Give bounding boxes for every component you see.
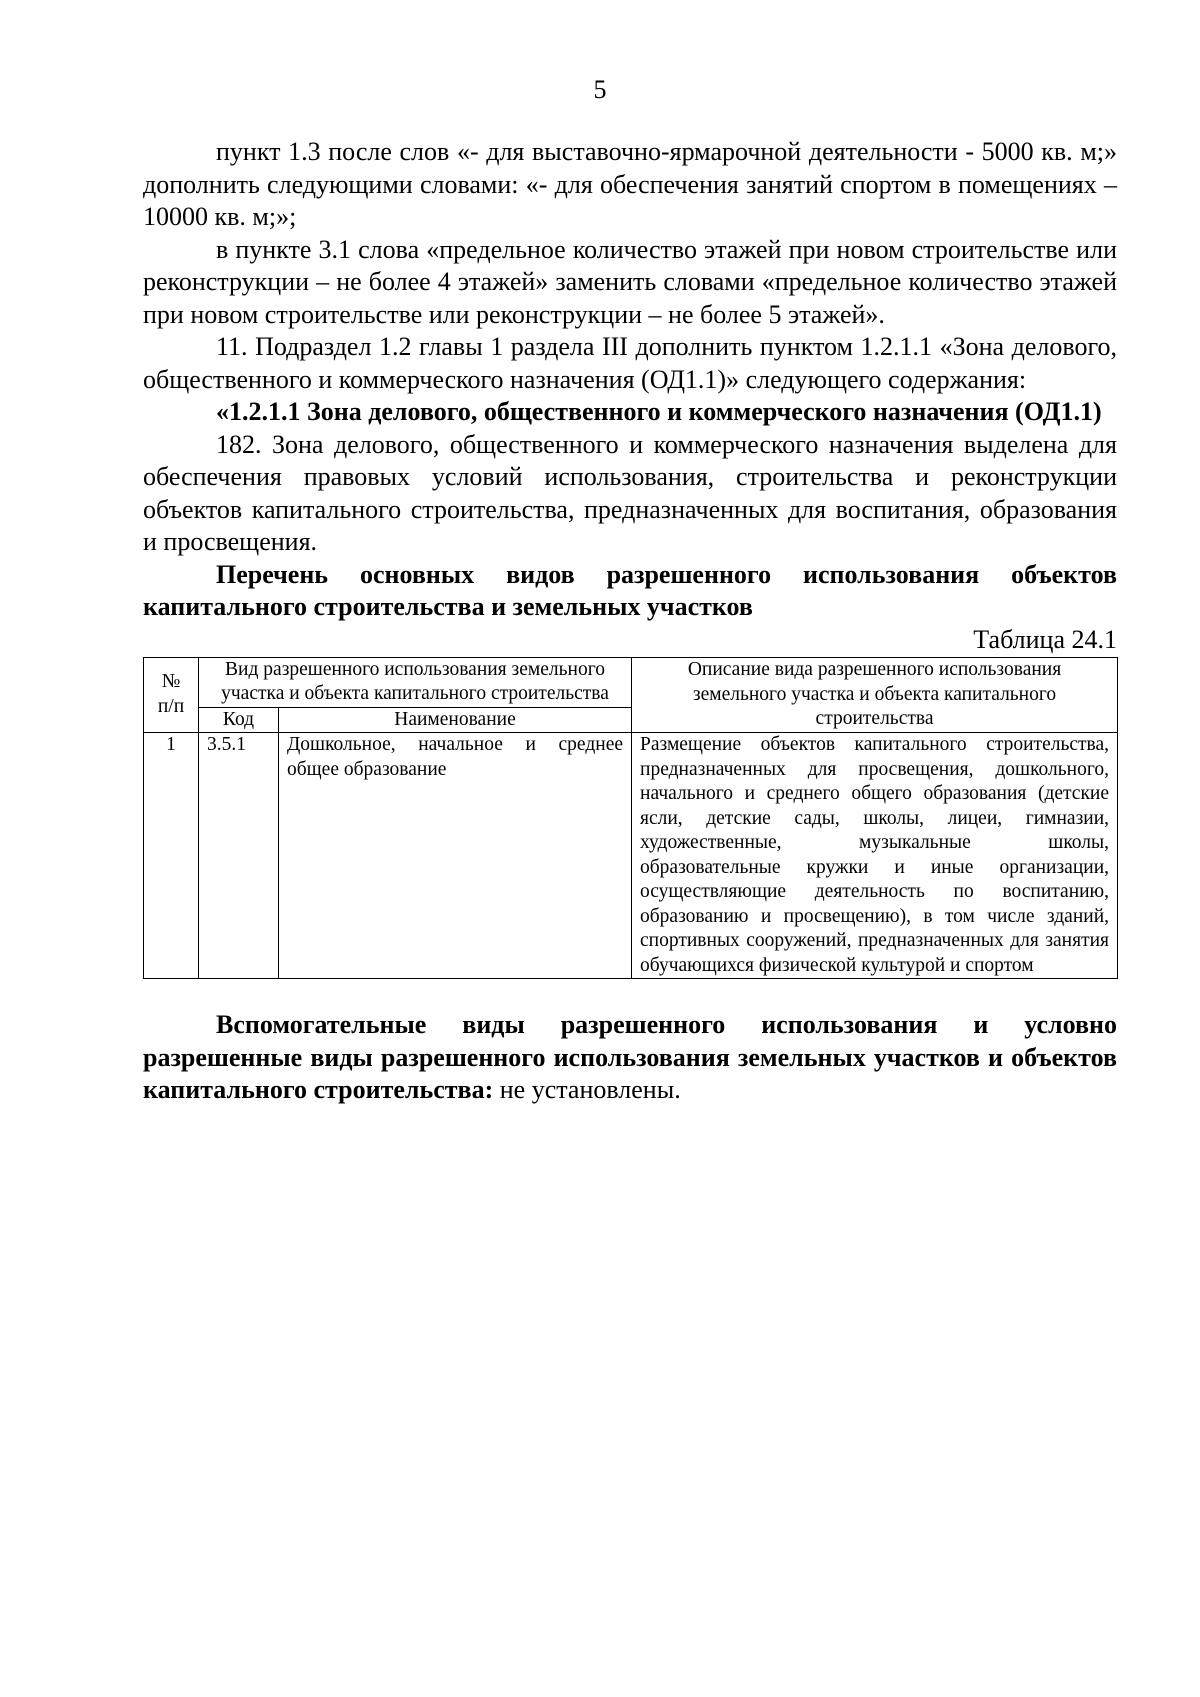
final-bold-text: Вспомогательные виды разрешенного использования и условно разрешенные виды разрешенного использования земельных участков и объектов капитального строительства: xyxy=(143,1010,1117,1104)
paragraph-182: 182. Зона делового, общественного и коммерческого назначения выделена для обеспечения правовых условий использования, строительства и реконструкции объектов капитального строительства, предназначенных для воспитания, образования и просвещения. xyxy=(143,429,1117,556)
list-heading: Перечень основных видов разрешенного использования объектов капитального строительства и земельных участков xyxy=(143,559,1117,621)
page-number: 5 xyxy=(593,75,607,104)
header-name: Наименование xyxy=(279,707,632,733)
header-code: Код xyxy=(199,707,279,733)
header-num: № п/п xyxy=(144,657,199,733)
paragraph-item-1-3: пункт 1.3 после слов «- для выставочно-ярмарочной деятельности - 5000 кв. м;» дополнить следующими словами: «- для обеспечения занятий спортом в помещениях – 10000 кв. м;»; xyxy=(143,137,1117,231)
header-kind: Вид разрешенного использования земельного участка и объекта капитального строительства xyxy=(199,657,632,707)
zone-heading: «1.2.1.1 Зона делового, общественного и коммерческого назначения (ОД1.1) xyxy=(216,397,1102,426)
document-body xyxy=(143,136,1117,1107)
header-description: Описание вида разрешенного использования земельного участка и объекта капитального строительства xyxy=(632,657,1118,733)
cell-description: Размещение объектов капитального строительства, предназначенных для просвещения, дошкольного, начального и среднего общего образования (детские ясли, детские сады, школы, лицеи, гимназии, художественные, музыкальные школы, образовательные кружки и иные организации, осуществляющие деятельность по воспитанию, образованию и просвещению), в том числе зданий, спортивных сооружений, предназначенных для занятия обучающихся физической культурой и спортом xyxy=(632,733,1118,979)
final-normal-text: не установлены. xyxy=(493,1075,681,1104)
table-caption: Таблица 24.1 xyxy=(973,624,1117,654)
table-row xyxy=(144,733,1118,979)
paragraph-section-11: 11. Подраздел 1.2 главы 1 раздела III дополнить пунктом 1.2.1.1 «Зона делового, общественного и коммерческого назначения (ОД1.1)» следующего содержания: xyxy=(143,332,1117,394)
cell-code: 3.5.1 xyxy=(199,733,279,979)
cell-name: Дошкольное, начальное и среднее общее образование xyxy=(279,733,632,979)
final-paragraph xyxy=(143,1009,1117,1107)
paragraph-item-3-1: в пункте 3.1 слова «предельное количество этажей при новом строительстве или реконструкции – не более 4 этажей» заменить словами «предельное количество этажей при новом строительстве или реконструкции – не более 5 этажей». xyxy=(143,234,1117,329)
regulation-table xyxy=(143,657,1118,980)
cell-num: 1 xyxy=(144,733,199,979)
